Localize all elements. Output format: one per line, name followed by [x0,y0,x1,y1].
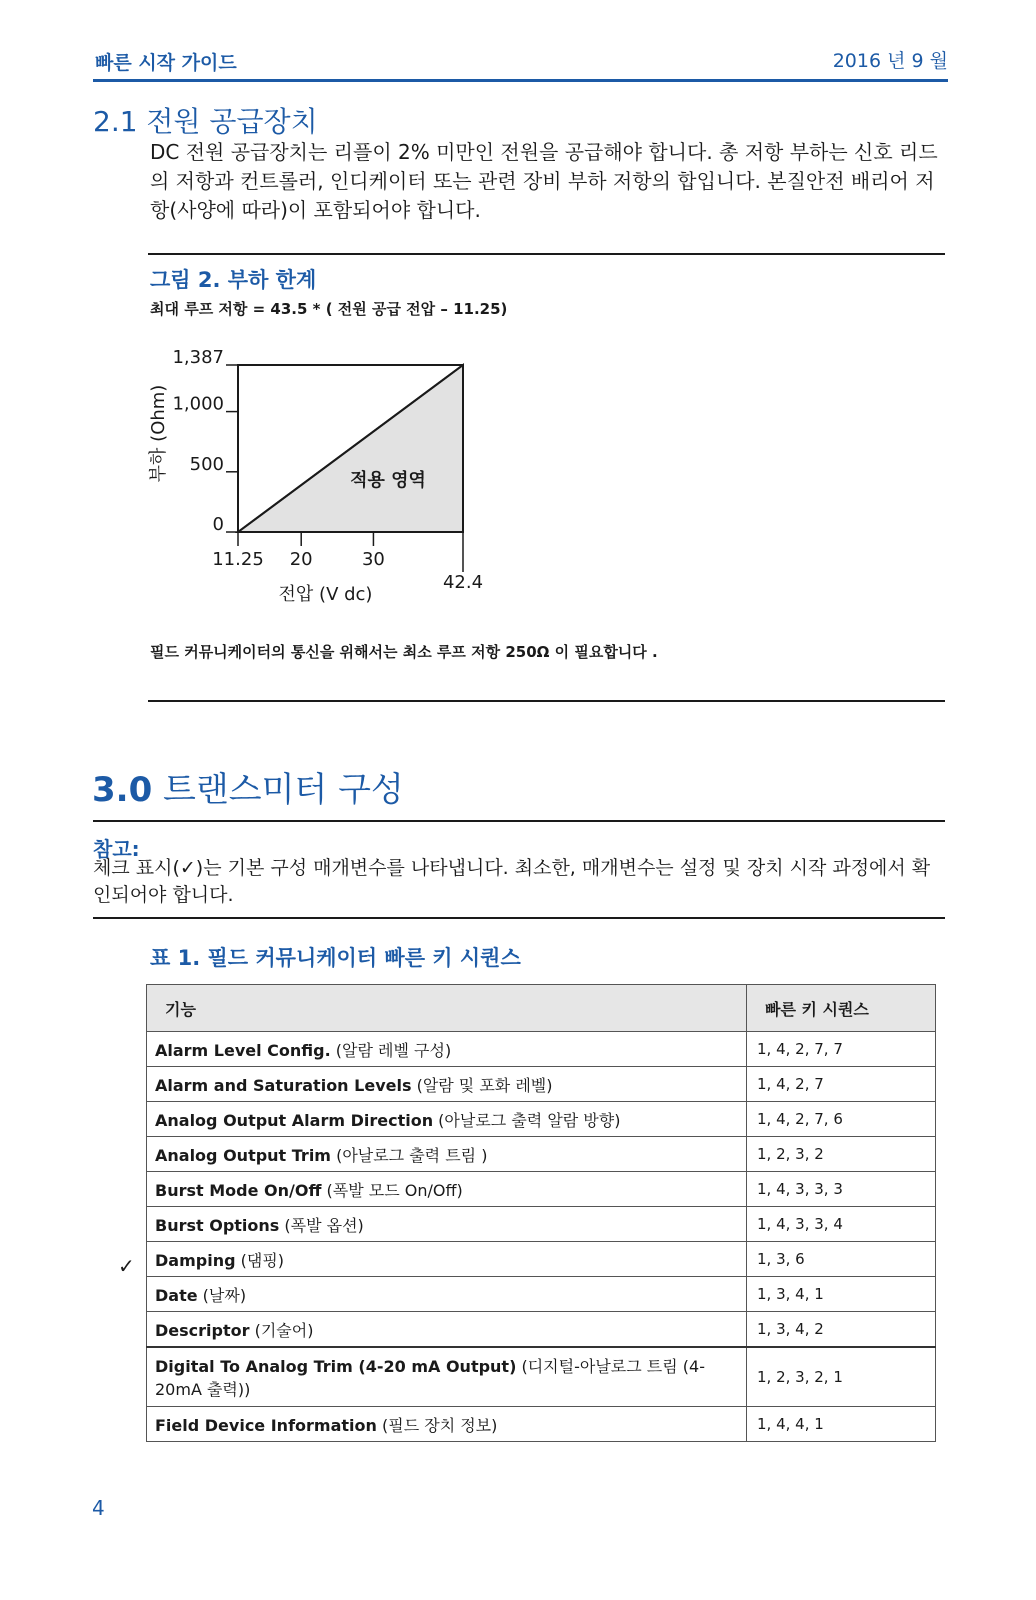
function-cell [147,1067,747,1102]
table-row [147,1207,936,1242]
key-sequence-cell: 1, 3, 4, 1 [747,1277,936,1312]
key-sequence-cell: 1, 4, 3, 3, 3 [747,1172,936,1207]
function-cell [147,1207,747,1242]
table-row [147,1102,936,1137]
figure-top-rule [148,253,945,255]
x-tick-label: 42.4 [442,572,484,593]
section-heading-power-supply: 2.1 전원 공급장치 [93,105,318,138]
key-sequence-cell: 1, 2, 3, 2, 1 [747,1347,936,1407]
function-description: (아날로그 출력 알람 방향) [433,1110,621,1130]
function-cell [147,1312,747,1348]
function-description: (댐핑) [235,1250,285,1270]
figure-formula: 최대 루프 저항 = 43.5 * ( 전원 공급 전압 – 11.25) [150,300,508,318]
note-label: 참고: [93,837,140,861]
function-cell [147,1137,747,1172]
function-description: (알람 및 포화 레벨) [411,1075,553,1095]
key-sequence-cell: 1, 4, 2, 7, 7 [747,1032,936,1067]
function-name: Damping [155,1250,236,1270]
key-sequence-cell: 1, 3, 6 [747,1242,936,1277]
figure-note: 필드 커뮤니케이터의 통신을 위해서는 최소 루프 저항 250Ω 이 필요합니다 . [150,643,658,661]
x-axis-label: 전압 (V dc) [278,584,373,605]
function-name: Alarm and Saturation Levels [155,1075,412,1095]
function-name: Digital To Analog Trim (4-20 mA Output) [155,1357,517,1376]
key-sequence-cell: 1, 4, 3, 3, 4 [747,1207,936,1242]
header-rule [93,79,948,82]
table-row [147,1067,936,1102]
function-name: Field Device Information [155,1415,377,1435]
table-row [147,1137,936,1172]
function-description: (아날로그 출력 트림 ) [330,1145,488,1165]
function-name: Date [155,1285,198,1305]
column-header-sequence: 빠른 키 시퀀스 [747,985,936,1032]
column-header-function: 기능 [147,985,747,1032]
table-row [147,1242,936,1277]
note-top-rule [93,820,945,822]
function-name: Alarm Level Config. [155,1040,331,1060]
note-bottom-rule [93,917,945,919]
key-sequence-cell: 1, 4, 4, 1 [747,1407,936,1442]
table-caption: 표 1. 필드 커뮤니케이터 빠른 키 시퀀스 [150,946,521,970]
section-number: 3.0 [92,770,153,810]
table-row [147,1347,936,1407]
section-body-power-supply: DC 전원 공급장치는 리플이 2% 미만인 전원을 공급해야 합니다. 총 저항 부하는 신호 리드의 저항과 컨트롤러, 인디케이터 또는 관련 장비 부하 저항의 합입니다. 본질안전 배리어 저항(사양에 따라)이 포함되어야 합니다. [150,140,938,222]
function-cell [147,1407,747,1442]
y-tick-label: 1,387 [172,347,224,368]
function-name: Analog Output Trim [155,1145,331,1165]
function-cell [147,1102,747,1137]
running-header-title: 빠른 시작 가이드 [95,52,237,74]
function-name: Descriptor [155,1320,250,1340]
function-description: (기술어) [249,1320,314,1340]
function-name: Burst Options [155,1215,280,1235]
x-tick-label: 11.25 [212,549,264,570]
figure-caption: 그림 2. 부하 한계 [150,268,317,292]
table-row [147,1407,936,1442]
function-description: (필드 장치 정보) [376,1415,498,1435]
function-cell [147,1032,747,1067]
y-tick-label: 1,000 [172,393,224,415]
section-heading-transmitter-config [92,762,404,811]
y-tick-label: 0 [212,514,224,535]
table-row [147,1277,936,1312]
x-tick-label: 20 [289,549,313,570]
note-body: 체크 표시(✓)는 기본 구성 매개변수를 나타냅니다. 최소한, 매개변수는 설정 및 장치 시작 과정에서 확인되어야 합니다. [93,857,931,906]
figure-bottom-rule [148,700,945,702]
function-description: (알람 레벨 구성) [330,1040,452,1060]
function-cell [147,1172,747,1207]
table-header-row [147,985,936,1032]
function-cell [147,1242,747,1277]
key-sequence-cell: 1, 4, 2, 7 [747,1067,936,1102]
section-title-text: 트랜스미터 구성 [152,770,404,810]
page-number: 4 [92,1496,105,1520]
running-header-date: 2016 년 9 월 [832,50,948,72]
y-axis-label: 부하 (Ohm) [148,384,169,483]
key-sequence-cell: 1, 3, 4, 2 [747,1312,936,1348]
fast-key-sequence-table [146,984,936,1442]
function-description: (폭발 모드 On/Off) [321,1180,463,1200]
function-description: (폭발 옵션) [279,1215,364,1235]
table-row [147,1172,936,1207]
load-limit-chart [140,338,500,618]
table-row [147,1312,936,1348]
function-description: (디지털-아날로그 트림 (4-20mA 출력)) [155,1357,705,1399]
key-sequence-cell: 1, 4, 2, 7, 6 [747,1102,936,1137]
key-sequence-cell: 1, 2, 3, 2 [747,1137,936,1172]
y-tick-label: 500 [189,453,224,475]
x-tick-label: 30 [361,549,385,570]
default-check-mark: ✓ [118,1254,135,1278]
function-description: (날짜) [197,1285,247,1305]
region-label: 적용 영역 [350,470,426,491]
function-name: Burst Mode On/Off [155,1180,322,1200]
function-cell [147,1347,747,1407]
function-name: Analog Output Alarm Direction [155,1110,434,1130]
function-cell [147,1277,747,1312]
table-row [147,1032,936,1067]
